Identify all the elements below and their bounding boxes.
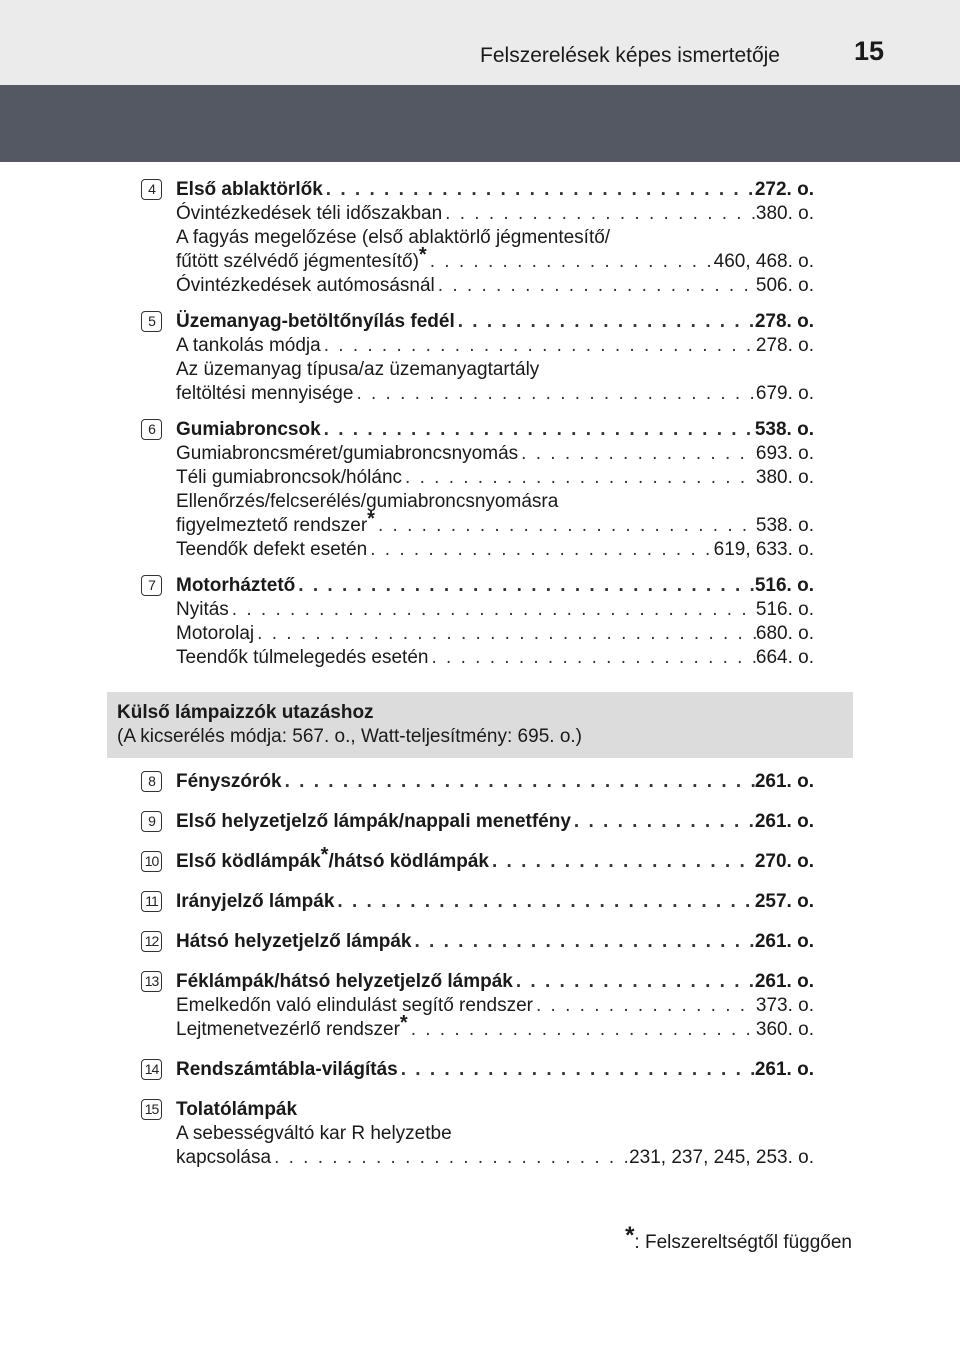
list-entry xyxy=(0,574,960,670)
page-reference: 506. o. xyxy=(755,275,814,296)
list-entry xyxy=(0,1098,960,1170)
item-number-badge: 8 xyxy=(141,771,162,792)
sub-entry-text: Óvintézkedések téli időszakban xyxy=(176,203,443,224)
sub-entry-row xyxy=(176,994,814,1018)
page-number: 15 xyxy=(853,36,884,66)
page-reference: 380. o. xyxy=(755,203,814,224)
note-subtitle: (A kicserélés módja: 567. o., Watt-teljesítmény: 695. o.) xyxy=(117,726,582,747)
sub-entry-text: Teendők defekt esetén xyxy=(176,539,368,560)
item-number-badge: 11 xyxy=(141,891,162,912)
entry-title-text: Tolatólámpák xyxy=(176,1099,298,1120)
dot-leader xyxy=(321,334,756,358)
footnote-asterisk: * xyxy=(625,1222,635,1249)
page-reference: 278. o. xyxy=(755,335,814,356)
dot-leader xyxy=(427,250,714,274)
exterior-bulbs-note xyxy=(107,692,853,758)
page-reference: 380. o. xyxy=(755,467,814,488)
entry-title-row xyxy=(176,970,814,994)
dot-leader xyxy=(353,382,755,406)
entry-title xyxy=(176,178,323,202)
entry-title-text: Irányjelző lámpák xyxy=(176,891,335,912)
item-number-badge: 5 xyxy=(141,311,162,332)
entry-title-row xyxy=(176,1098,814,1122)
entry-title xyxy=(176,1058,398,1082)
entry-title-text: Gumiabroncsok xyxy=(176,419,321,440)
sub-entry-row xyxy=(176,598,814,622)
sub-entry-label xyxy=(176,1146,271,1170)
entry-title-row xyxy=(176,770,814,794)
entry-title-row xyxy=(176,1058,814,1082)
dot-leader xyxy=(271,1146,629,1170)
page-reference: 679. o. xyxy=(755,383,814,404)
page-reference: 261. o. xyxy=(754,1059,814,1080)
sub-entry-text: figyelmeztető rendszer xyxy=(176,515,368,536)
sub-entry-text: Teendők túlmelegedés esetén xyxy=(176,647,429,668)
sub-entry-label xyxy=(176,202,442,226)
item-number-badge: 7 xyxy=(141,575,162,596)
sub-entry-text: kapcsolása xyxy=(176,1147,272,1168)
sub-entry-row xyxy=(176,442,814,466)
sub-entry-label xyxy=(176,382,353,406)
page-reference: 231, 237, 245, 253. o. xyxy=(629,1147,814,1168)
sub-entry-row xyxy=(176,466,814,490)
entry-title xyxy=(176,770,282,794)
sub-entry-row xyxy=(176,1012,814,1042)
entry-title-row xyxy=(176,930,814,954)
page-reference: 373. o. xyxy=(755,995,814,1016)
entry-title xyxy=(176,1098,297,1122)
sub-entry-label xyxy=(176,646,428,670)
sub-entry-row xyxy=(176,646,814,670)
entry-title xyxy=(176,844,489,874)
optional-asterisk: * xyxy=(418,244,427,266)
sub-entry-line: Az üzemanyag típusa/az üzemanyagtartály xyxy=(176,359,540,380)
dot-leader xyxy=(321,418,755,442)
dot-leader xyxy=(408,1018,756,1042)
sub-entry-row xyxy=(176,538,814,562)
dot-leader xyxy=(411,930,754,954)
dot-leader xyxy=(402,466,756,490)
list-entry xyxy=(0,310,960,406)
page-reference: 619, 633. o. xyxy=(713,539,814,560)
sub-entry-text: Téli gumiabroncsok/hólánc xyxy=(176,467,403,488)
page-reference: 664. o. xyxy=(755,647,814,668)
sub-entry-text: Motorolaj xyxy=(176,623,255,644)
entry-title xyxy=(176,574,295,598)
sub-entry-label xyxy=(176,466,402,490)
sub-entry-text: Gumiabroncsméret/gumiabroncsnyomás xyxy=(176,443,519,464)
entry-title xyxy=(176,810,571,834)
sub-entry-text: Nyitás xyxy=(176,599,229,620)
sub-entry-label xyxy=(176,598,229,622)
list-entry xyxy=(0,770,960,794)
dot-leader xyxy=(455,310,755,334)
dot-leader xyxy=(254,622,756,646)
sub-entry-text: feltöltési mennyisége xyxy=(176,383,354,404)
entry-title-text: Motorháztető xyxy=(176,575,296,596)
sub-entry-text: Emelkedőn való elindulást segítő rendszer xyxy=(176,995,533,1016)
entry-title xyxy=(176,418,321,442)
page-reference: 272. o. xyxy=(754,179,814,200)
page-reference: 360. o. xyxy=(755,1019,814,1040)
equipment-list-section-1 xyxy=(0,178,960,682)
entry-title-text: Üzemanyag-betöltőnyílás fedél xyxy=(176,311,455,332)
entry-title xyxy=(176,890,334,914)
sub-entry-label xyxy=(176,622,254,646)
page-reference: 460, 468. o. xyxy=(713,251,814,272)
sub-entry-row xyxy=(176,382,814,406)
entry-title-row xyxy=(176,418,814,442)
dot-leader xyxy=(518,442,756,466)
sub-entry-row xyxy=(176,1146,814,1170)
entry-title-text: Rendszámtábla-világítás xyxy=(176,1059,398,1080)
list-entry xyxy=(0,970,960,1042)
entry-title-text: Első helyzetjelző lámpák/nappali menetfény xyxy=(176,811,571,832)
sub-entry-line: A fagyás megelőzése (első ablaktörlő jégmentesítő/ xyxy=(176,227,611,248)
sub-entry-text: A tankolás módja xyxy=(176,335,321,356)
entry-title xyxy=(176,310,455,334)
dot-leader xyxy=(375,514,756,538)
sub-entry-text: Lejtmenetvezérlő rendszer xyxy=(176,1019,400,1040)
entry-title-text: Első ablaktörlők xyxy=(176,179,323,200)
item-number-badge: 9 xyxy=(141,811,162,832)
entry-title-row xyxy=(176,178,814,202)
item-number-badge: 4 xyxy=(141,179,162,200)
dot-leader xyxy=(334,890,754,914)
footnote xyxy=(625,1222,852,1254)
equipment-list-section-2 xyxy=(0,770,960,1186)
entry-title xyxy=(176,930,411,954)
sub-entry-row xyxy=(176,334,814,358)
sub-entry-label xyxy=(176,1012,408,1042)
sub-entry-label xyxy=(176,244,427,274)
page-reference: 261. o. xyxy=(754,931,814,952)
entry-title-text: Féklámpák/hátsó helyzetjelző lámpák xyxy=(176,971,513,992)
dot-leader xyxy=(428,646,755,670)
dot-leader xyxy=(367,538,713,562)
entry-title-row xyxy=(176,844,814,874)
page-reference: 261. o. xyxy=(754,971,814,992)
list-entry xyxy=(0,844,960,874)
entry-title xyxy=(176,970,513,994)
sub-entry-text: Óvintézkedések autómosásnál xyxy=(176,275,435,296)
list-entry xyxy=(0,178,960,298)
dot-leader xyxy=(282,770,755,794)
dot-leader xyxy=(513,970,755,994)
page-reference: 278. o. xyxy=(754,311,814,332)
sub-entry-label xyxy=(176,994,533,1018)
sub-entry-label xyxy=(176,334,321,358)
page-reference: 516. o. xyxy=(754,575,814,596)
item-number-badge: 14 xyxy=(141,1059,162,1080)
page-reference: 680. o. xyxy=(755,623,814,644)
dot-leader xyxy=(323,178,755,202)
item-number-badge: 10 xyxy=(141,851,162,872)
page-reference: 538. o. xyxy=(755,515,814,536)
page-reference: 538. o. xyxy=(754,419,814,440)
entry-title-text-after: /hátsó ködlámpák xyxy=(328,851,489,872)
list-entry xyxy=(0,890,960,914)
optional-asterisk: * xyxy=(320,844,329,866)
entry-title-row xyxy=(176,310,814,334)
dot-leader xyxy=(398,1058,755,1082)
sub-entry-row xyxy=(176,202,814,226)
dot-leader xyxy=(435,274,756,298)
sub-entry-row xyxy=(176,274,814,298)
sub-entry-row xyxy=(176,244,814,274)
sub-entry-label xyxy=(176,508,375,538)
sub-entry-label xyxy=(176,442,518,466)
dot-leader xyxy=(489,850,755,874)
item-number-badge: 12 xyxy=(141,931,162,952)
sub-entry-line: A sebességváltó kar R helyzetbe xyxy=(176,1123,452,1144)
item-number-badge: 6 xyxy=(141,419,162,440)
dot-leader xyxy=(571,810,755,834)
footnote-text: : Felszereltségtől függően xyxy=(634,1232,852,1253)
entry-title-row xyxy=(176,810,814,834)
list-entry xyxy=(0,930,960,954)
header-strip xyxy=(0,0,960,85)
sub-entry-row xyxy=(176,508,814,538)
entry-title-text: Hátsó helyzetjelző lámpák xyxy=(176,931,412,952)
page-reference: 693. o. xyxy=(755,443,814,464)
note-title: Külső lámpaizzók utazáshoz xyxy=(117,702,374,723)
sub-entry-text: fűtött szélvédő jégmentesítő) xyxy=(176,251,419,272)
entry-title-text: Fényszórók xyxy=(176,771,282,792)
sub-entry-line: Ellenőrzés/felcserélés/gumiabroncsnyomásra xyxy=(176,491,559,512)
page-reference: 261. o. xyxy=(754,811,814,832)
list-entry xyxy=(0,1058,960,1082)
sub-entry-label xyxy=(176,274,435,298)
dot-leader xyxy=(229,598,756,622)
list-entry xyxy=(0,810,960,834)
entry-title-row xyxy=(176,890,814,914)
page-reference: 516. o. xyxy=(755,599,814,620)
dot-leader xyxy=(442,202,756,226)
sub-entry-row xyxy=(176,622,814,646)
entry-title-text: Első ködlámpák xyxy=(176,851,321,872)
optional-asterisk: * xyxy=(399,1012,408,1034)
list-entry xyxy=(0,418,960,562)
header-band xyxy=(0,85,960,162)
page-reference: 270. o. xyxy=(754,851,814,872)
dot-leader xyxy=(295,574,755,598)
header-title: Felszerelések képes ismertetője xyxy=(480,44,780,67)
dot-leader xyxy=(533,994,756,1018)
item-number-badge: 15 xyxy=(141,1099,162,1120)
sub-entry-label xyxy=(176,538,367,562)
page-reference: 257. o. xyxy=(754,891,814,912)
item-number-badge: 13 xyxy=(141,971,162,992)
page-reference: 261. o. xyxy=(754,771,814,792)
optional-asterisk: * xyxy=(367,508,375,530)
entry-title-row xyxy=(176,574,814,598)
